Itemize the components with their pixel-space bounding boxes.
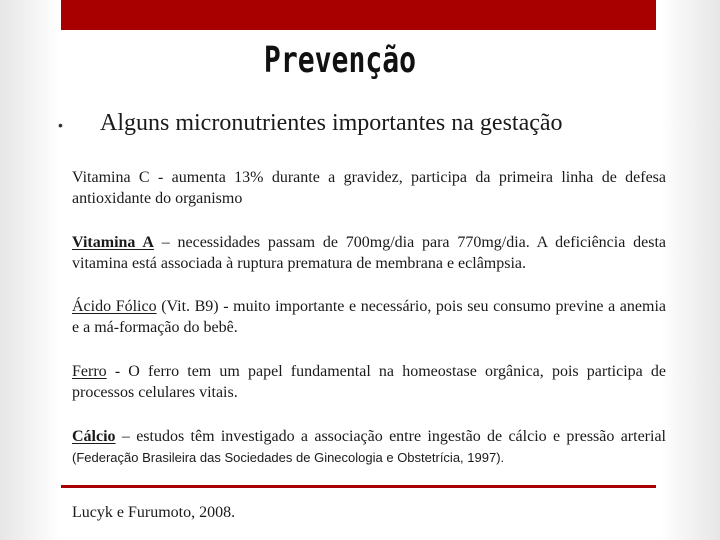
paragraph-body: (Vit. B9) - muito importante e necessário, pois seu consumo previne a anemia e a má-formação do bebê. (72, 298, 666, 336)
paragraph-lead: Ferro (72, 363, 107, 380)
paragraph-calcio (72, 426, 666, 468)
bullet-marker: • (58, 117, 63, 133)
paragraph-acido-folico (72, 296, 666, 338)
paragraph-ferro (72, 361, 666, 403)
paragraph-lead: Cálcio (72, 428, 116, 445)
paragraph-vitamina-a (72, 232, 666, 274)
paragraph-body: - aumenta 13% durante a gravidez, participa da primeira linha de defesa antioxidante do organismo (72, 169, 667, 207)
bottom-divider (61, 485, 656, 488)
paragraph-body: - O ferro tem um papel fundamental na homeostase orgânica, pois participa de processos celulares vitais. (72, 363, 666, 401)
paragraph-lead: Ácido Fólico (72, 298, 157, 315)
reference-text: Lucyk e Furumoto, 2008. (72, 504, 236, 521)
slide-title: Prevenção (263, 40, 417, 81)
left-edge-shade (0, 0, 60, 540)
bullet-text: Alguns micronutrientes importantes na gestação (100, 110, 563, 136)
paragraph-lead: Vitamina A (72, 234, 154, 251)
top-accent-bar (61, 0, 656, 30)
right-edge-shade (660, 0, 720, 540)
paragraph-lead: Vitamina C (72, 169, 150, 186)
paragraph-body: – necessidades passam de 700mg/dia para 770mg/dia. A deficiência desta vitamina está associada à ruptura prematura de membrana e eclâmpsia. (72, 234, 667, 272)
paragraph-vitamina-c (72, 167, 666, 209)
paragraph-body: – estudos têm investigado a associação entre ingestão de cálcio e pressão arterial (115, 428, 666, 445)
paragraph-citation: (Federação Brasileira das Sociedades de Ginecologia e Obstetrícia, 1997). (72, 450, 505, 465)
